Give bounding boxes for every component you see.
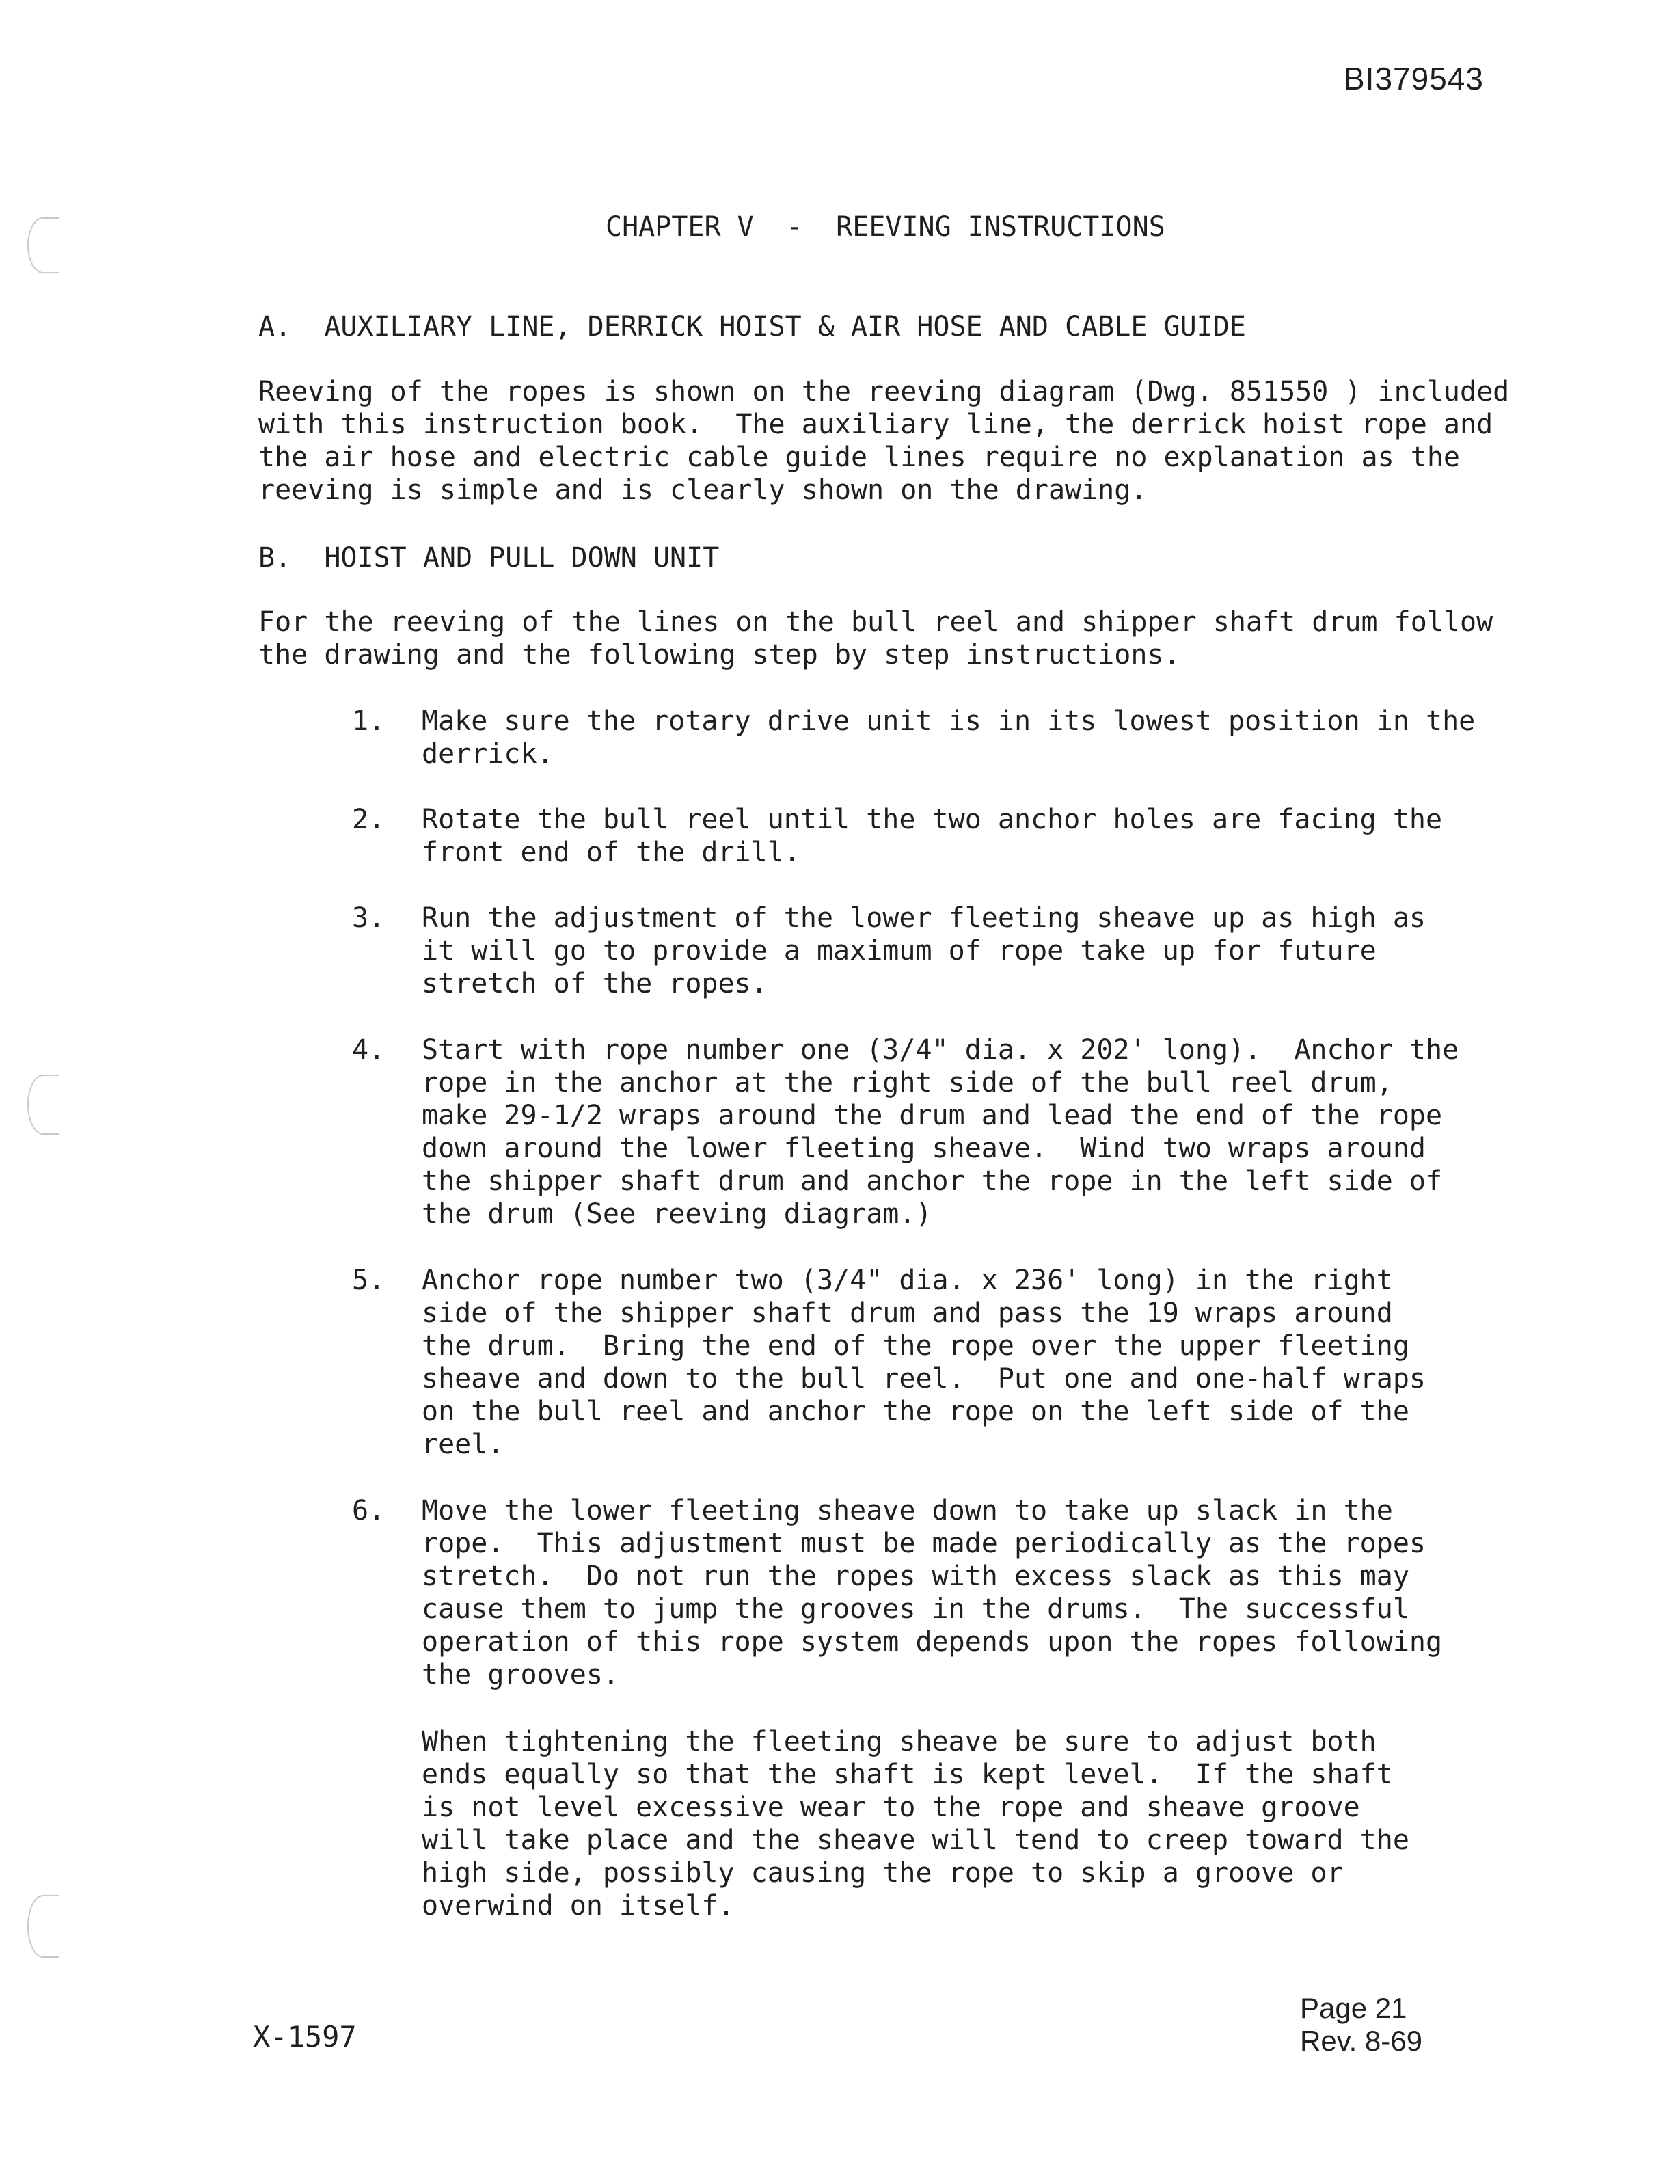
step-line: make 29-1/2 wraps around the drum and lead the end of the rope xyxy=(422,1100,1443,1131)
step-line: derrick. xyxy=(422,738,554,770)
step-line: on the bull reel and anchor the rope on the left side of the xyxy=(422,1396,1409,1427)
step-line: rope. This adjustment must be made periodically as the ropes xyxy=(422,1528,1426,1559)
step-line: the drum (See reeving diagram.) xyxy=(422,1198,932,1230)
step-number: 2. xyxy=(352,804,385,835)
step-text xyxy=(422,1264,1529,1461)
paragraph-line: with this instruction book. The auxiliary line, the derrick hoist rope and xyxy=(258,409,1493,440)
step-line: Anchor rope number two (3/4" dia. x 236' long) in the right xyxy=(422,1265,1393,1296)
step-text xyxy=(422,803,1529,869)
paragraph-line: reeving is simple and is clearly shown on the drawing. xyxy=(258,474,1148,506)
step-line: front end of the drill. xyxy=(422,837,800,868)
step-line: sheave and down to the bull reel. Put one and one-half wraps xyxy=(422,1363,1426,1394)
step-text xyxy=(422,705,1529,770)
step-line: it will go to provide a maximum of rope take up for future xyxy=(422,935,1377,967)
step-line: the drum. Bring the end of the rope over the upper fleeting xyxy=(422,1330,1409,1362)
note-line: overwind on itself. xyxy=(422,1890,735,1922)
note-line: will take place and the sheave will tend to creep toward the xyxy=(422,1824,1409,1856)
section-a-paragraph xyxy=(258,375,1509,507)
page-number: Page 21 xyxy=(1300,1992,1407,2024)
note-text xyxy=(422,1725,1529,1922)
step-line: stretch. Do not run the ropes with excess slack as this may xyxy=(422,1561,1409,1592)
step-number: 5. xyxy=(352,1265,385,1296)
punch-hole-mark-middle xyxy=(27,1075,59,1135)
step-number: 3. xyxy=(352,902,385,934)
note-line: When tightening the fleeting sheave be sure to adjust both xyxy=(422,1726,1377,1757)
chapter-title: CHAPTER V - REEVING INSTRUCTIONS xyxy=(606,211,1165,243)
note-line: is not level excessive wear to the rope and sheave groove xyxy=(422,1792,1360,1823)
step-line: Make sure the rotary drive unit is in its lowest position in the xyxy=(422,705,1476,737)
step-line: Run the adjustment of the lower fleeting sheave up as high as xyxy=(422,902,1426,934)
step-line: cause them to jump the grooves in the drums. The successful xyxy=(422,1593,1409,1625)
step-text xyxy=(422,902,1529,1000)
revision-date: Rev. 8-69 xyxy=(1300,2025,1422,2057)
step-text xyxy=(422,1034,1529,1230)
step-line: side of the shipper shaft drum and pass the 19 wraps around xyxy=(422,1297,1393,1329)
punch-hole-mark-bottom xyxy=(27,1895,59,1958)
step-line: Start with rope number one (3/4" dia. x 202' long). Anchor the xyxy=(422,1034,1459,1066)
step-line: Rotate the bull reel until the two anchor holes are facing the xyxy=(422,804,1443,835)
form-number: X-1597 xyxy=(253,2020,357,2053)
step-number: 4. xyxy=(352,1034,385,1066)
section-b-heading: B. HOIST AND PULL DOWN UNIT xyxy=(258,542,720,574)
section-b-paragraph xyxy=(258,606,1509,671)
step-text xyxy=(422,1494,1529,1691)
step-line: operation of this rope system depends upon the ropes following xyxy=(422,1626,1443,1658)
step-line: down around the lower fleeting sheave. Wind two wraps around xyxy=(422,1133,1426,1164)
step-line: stretch of the ropes. xyxy=(422,968,768,999)
paragraph-line: Reeving of the ropes is shown on the reeving diagram (Dwg. 851550 ) included xyxy=(258,376,1510,407)
punch-hole-mark-top xyxy=(27,217,59,273)
step-line: the grooves. xyxy=(422,1659,619,1690)
paragraph-line: the drawing and the following step by step instructions. xyxy=(258,639,1180,671)
page-footer xyxy=(1300,1992,1422,2058)
step-number: 1. xyxy=(352,705,385,737)
paragraph-line: the air hose and electric cable guide lines require no explanation as the xyxy=(258,442,1460,473)
step-line: the shipper shaft drum and anchor the rope in the left side of xyxy=(422,1165,1443,1197)
note-line: high side, possibly causing the rope to skip a groove or xyxy=(422,1857,1344,1889)
paragraph-line: For the reeving of the lines on the bull reel and shipper shaft drum follow xyxy=(258,606,1493,638)
step-line: Move the lower fleeting sheave down to take up slack in the xyxy=(422,1495,1393,1526)
step-number: 6. xyxy=(352,1495,385,1526)
note-line: ends equally so that the shaft is kept level. If the shaft xyxy=(422,1759,1393,1790)
document-id: BI379543 xyxy=(1344,61,1484,96)
section-a-heading: A. AUXILIARY LINE, DERRICK HOIST & AIR HOSE AND CABLE GUIDE xyxy=(258,311,1246,342)
step-line: reel. xyxy=(422,1429,504,1460)
step-line: rope in the anchor at the right side of the bull reel drum, xyxy=(422,1067,1393,1098)
